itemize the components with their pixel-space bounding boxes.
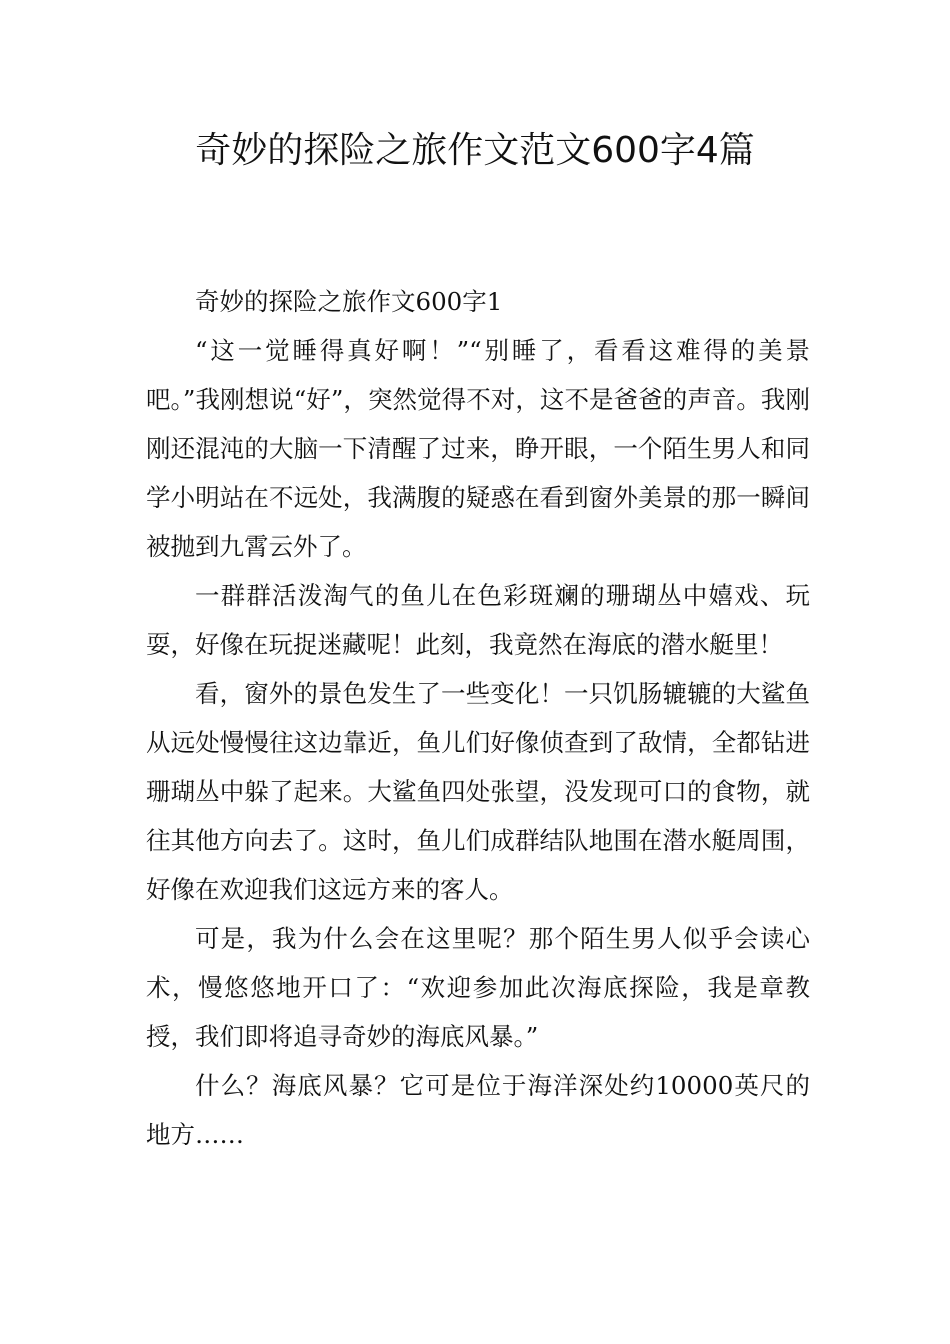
paragraph-1: “这一觉睡得真好啊！”“别睡了，看看这难得的美景吧。”我刚想说“好”，突然觉得不对，这不是爸爸的声音。我刚刚还混沌的大脑一下清醒了过来，睁开眼，一个陌生男人和同学小明站在不远处，我满腹的疑惑在看到窗外美景的那一瞬间被抛到九霄云外了。 <box>146 336 810 561</box>
document-title: 奇妙的探险之旅作文范文600字4篇 <box>195 130 755 171</box>
paragraph-4: 可是，我为什么会在这里呢？那个陌生男人似乎会读心术，慢悠悠地开口了：“欢迎参加此次海底探险，我是章教授，我们即将追寻奇妙的海底风暴。” <box>146 924 810 1051</box>
section-heading: 奇妙的探险之旅作文600字1 <box>195 287 503 316</box>
document-body <box>146 277 810 1159</box>
paragraph-2: 一群群活泼淘气的鱼儿在色彩斑斓的珊瑚丛中嬉戏、玩耍，好像在玩捉迷藏呢！此刻，我竟然在海底的潜水艇里！ <box>146 581 810 659</box>
paragraph-5: 什么？海底风暴？它可是位于海洋深处约10000英尺的地方…… <box>146 1071 810 1149</box>
paragraph-3: 看，窗外的景色发生了一些变化！一只饥肠辘辘的大鲨鱼从远处慢慢往这边靠近，鱼儿们好像侦查到了敌情，全都钻进珊瑚丛中躲了起来。大鲨鱼四处张望，没发现可口的食物，就往其他方向去了。这时，鱼儿们成群结队地围在潜水艇周围，好像在欢迎我们这远方来的客人。 <box>146 679 810 904</box>
